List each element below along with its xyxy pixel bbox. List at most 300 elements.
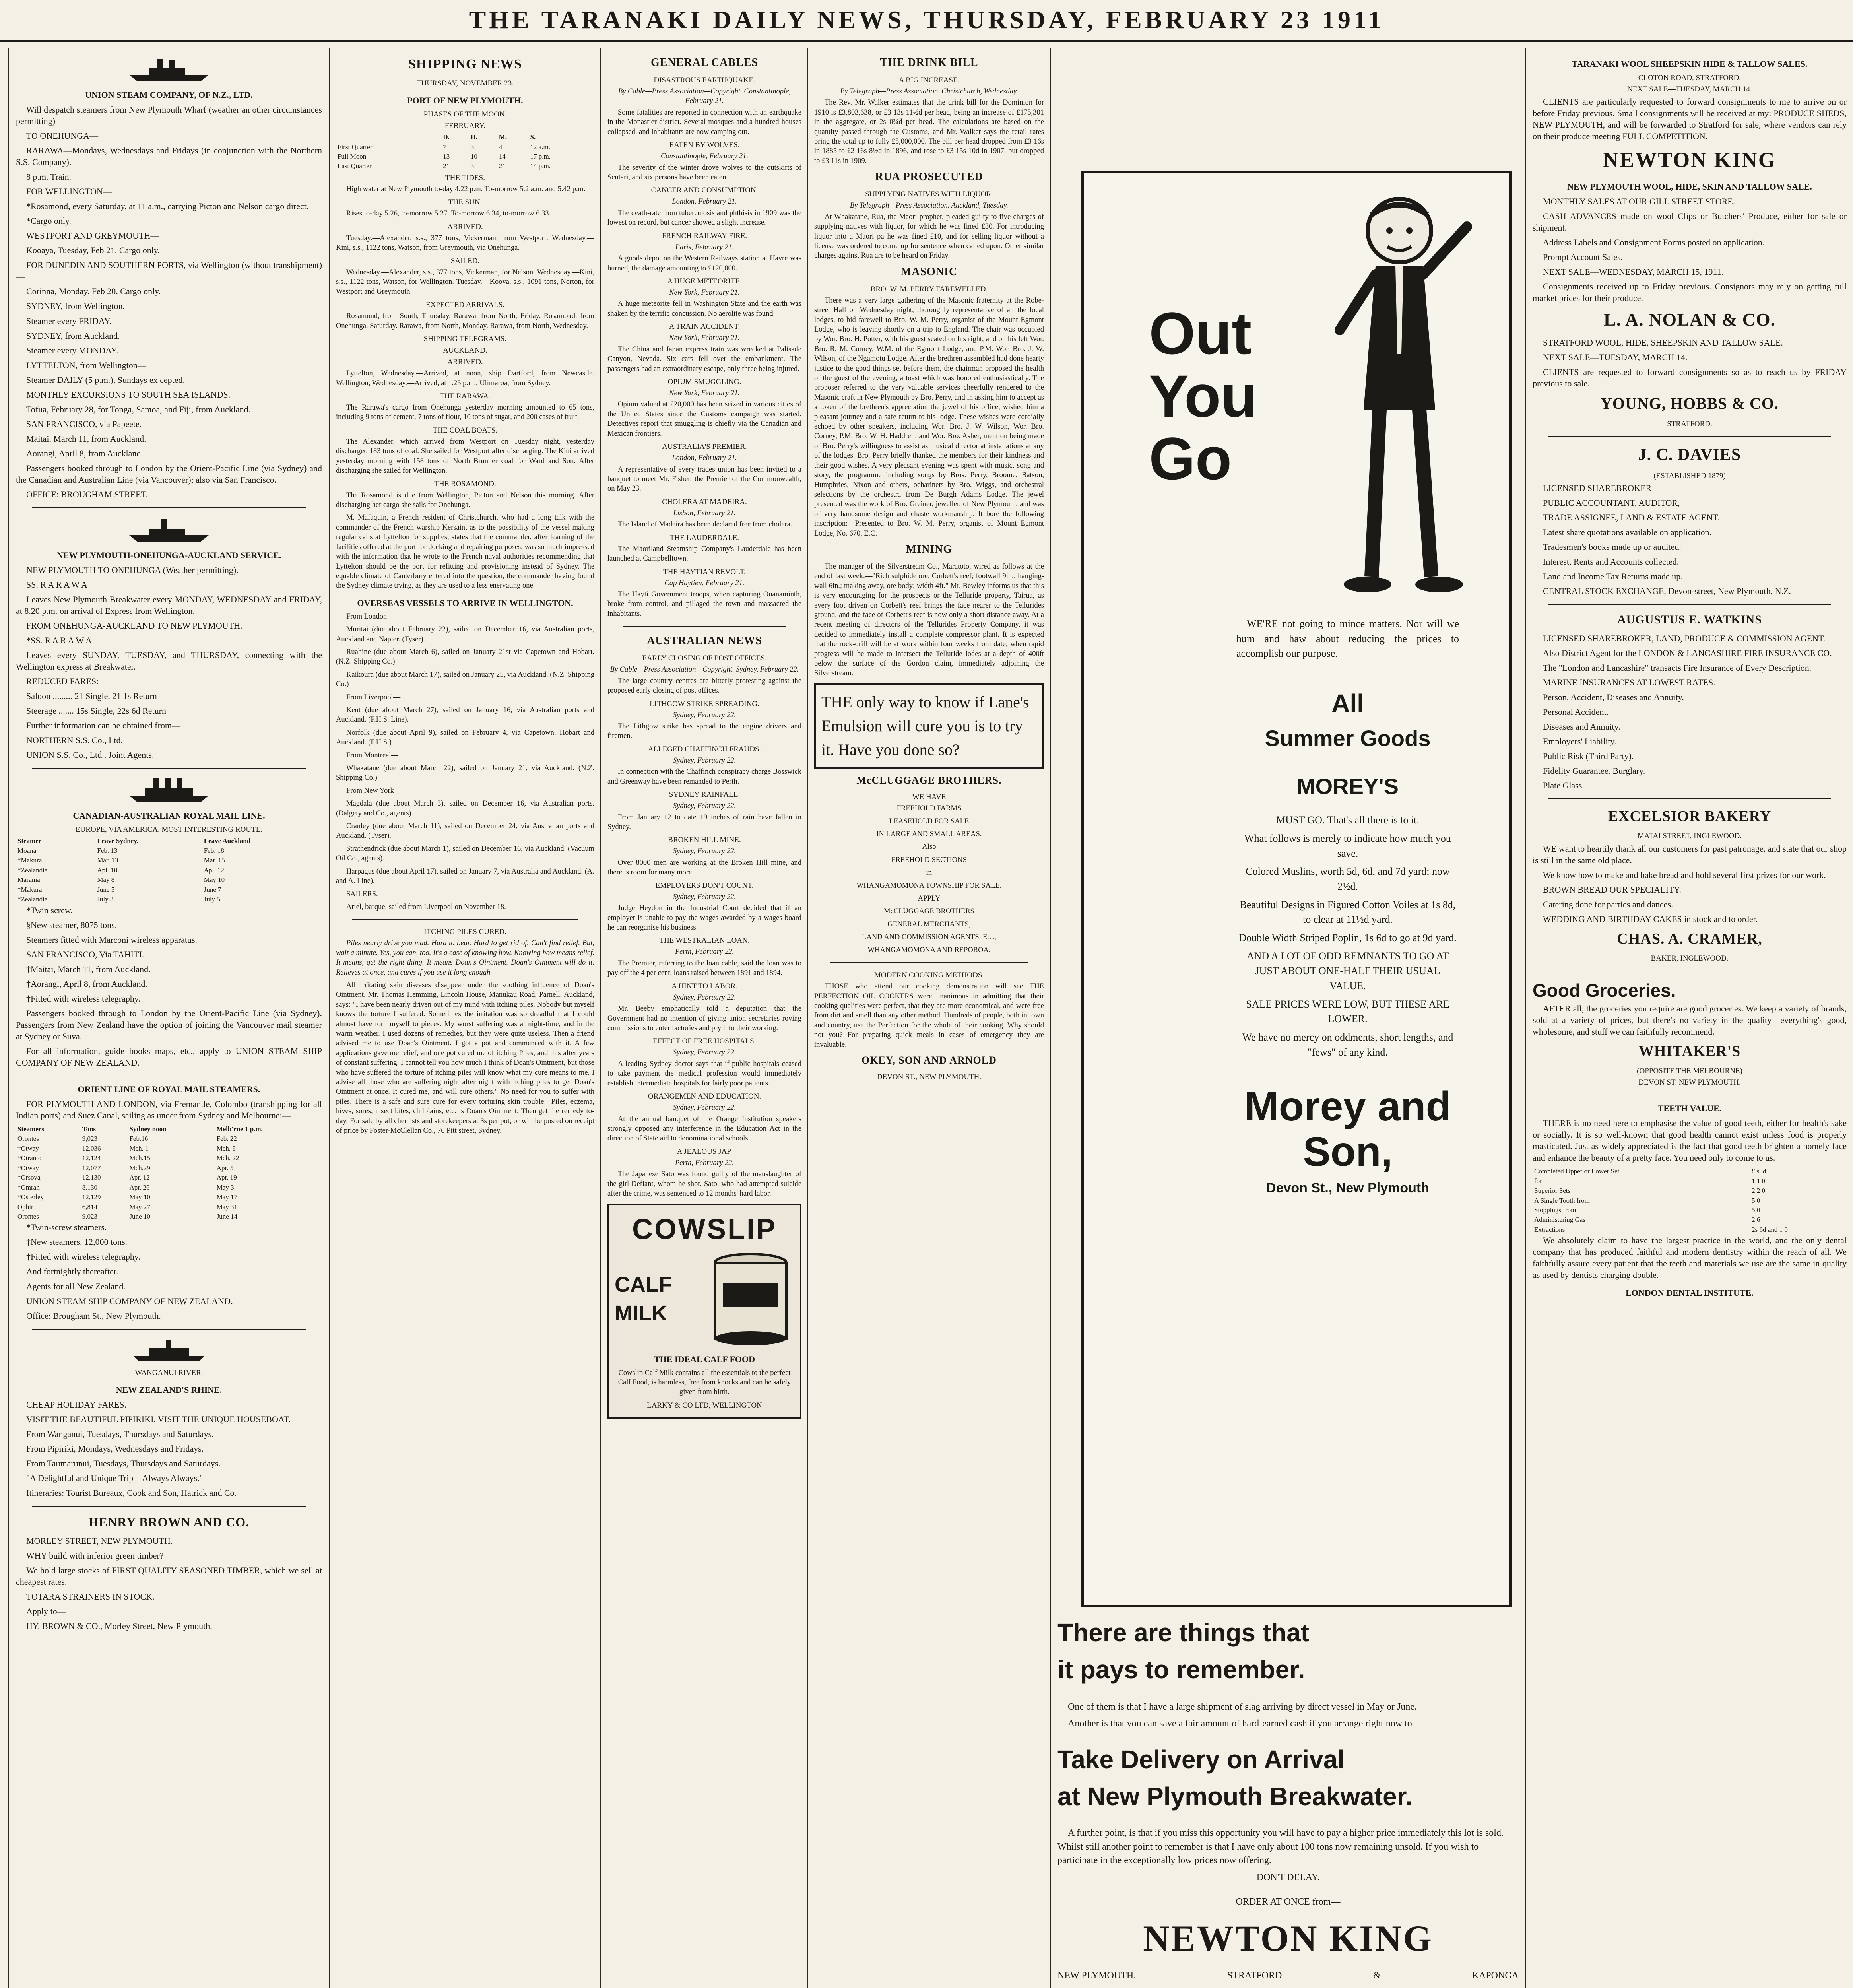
article-body: A representative of every trades union has been invited to a banquet to meet Mr. Fisher, the Premier of the Commonwealth, on May 23.	[607, 465, 801, 493]
mafaquin-text: M. Mafaquin, a French resident of Christchurch, who had a long talk with the commander of the French warship Kersaint as to the possibility of the vessel making regular calls at Lyttelton for supplies, states that the commander, after learning of the facilities offered at the port for docking and repairing purposes, was so much impressed with the information that he wrote to the French naval authorities recommending that Lyttelton should be the port for refitting and provisioning instead of Sydney. The equable climate of Canterbury entered into the question, the commander having found the Sydney climate trying, as they are used to a less enervating one.	[336, 514, 594, 590]
table-cell: 5 0	[1752, 1196, 1760, 1204]
headline-out: Out	[1149, 300, 1252, 367]
shipping-news-column	[336, 52, 594, 1988]
table-cell: †Otway	[17, 1144, 39, 1152]
cowslip-line2: CALF MILK	[615, 1273, 672, 1325]
telegrams-arrived: ARRIVED.	[447, 358, 483, 367]
list-item: Norfolk (due about April 9), sailed on February 4, via Capetown, Hobart and Auckland. (F.H.S.)	[336, 728, 594, 747]
table-row	[16, 895, 322, 904]
morey-must-go: MUST GO. That's all there is to it.	[1276, 814, 1419, 826]
article-dateline: Lisbon, February 21.	[673, 509, 736, 517]
cowslip-ideal: THE IDEAL CALF FOOD	[654, 1354, 755, 1364]
article-body: Judge Heydon in the Industrial Court decided that if an employer is unable to pay the wages awarded by a wages board he can reorganise his business.	[607, 904, 801, 932]
table-cell: June 14	[216, 1212, 238, 1220]
article-title: EARLY CLOSING OF POST OFFICES.	[642, 654, 767, 663]
table-cell: Mar. 13	[97, 856, 118, 864]
table-cell: 2s 6d and 1 0	[1752, 1225, 1788, 1233]
article-title: A JEALOUS JAP.	[677, 1147, 732, 1156]
list-item: LAND AND COMMISSION AGENTS, Etc.,	[862, 933, 996, 942]
list-item: *Twin screw.	[26, 905, 73, 915]
list-item: "A Delightful and Unique Trip—Always Always."	[26, 1473, 203, 1483]
table-cell: Mch. 1	[129, 1144, 149, 1152]
mining-body: The manager of the Silverstream Co., Maratoto, wired as follows at the end of last week:—"Rich sulphide ore, Corbett's reef; footwall 9in.; hanging-wall 6in.; making away, ore body; width 4ft." Mr. Bewley informs us that this is very encouraging for the prospects or the Telluride property, Tairua, as every foot driven on Corbett's reef brings the face nearer to the Tellurides ground, and the face of Corbett's reef is now only a short distance away. At a recent meeting of directors of the Tellurides Property Company, it was decided to immediately install a complete compressor plant. It is expected that the rock-drill will be at work within four weeks from date, when rapid progress will be made to intersect the Telluride lodes at a depth of 400ft below the surface of the Gordon claim, immediately adjoining the Silverstream.	[814, 562, 1044, 678]
shipping-adverts-column	[16, 52, 322, 1988]
list-item: Also District Agent for the LONDON & LANCASHIRE FIRE INSURANCE CO.	[1543, 648, 1832, 658]
town-name: &	[1373, 1971, 1381, 1981]
list-item: FOR WELLINGTON—	[26, 186, 112, 197]
excelsior-address: MATAI STREET, INGLEWOOD.	[1638, 832, 1742, 841]
table-cell: 12,036	[82, 1144, 101, 1152]
orient-line-title: ORIENT LINE OF ROYAL MAIL STEAMERS.	[78, 1084, 260, 1094]
list-item: Harpagus (due about April 17), sailed on January 7, via Australia and Auckland. (A. and A. Line).	[336, 867, 594, 885]
slag-order: ORDER AT ONCE from—	[1236, 1896, 1341, 1907]
list-item: McCLUGGAGE BROTHERS	[884, 907, 974, 916]
list-item: *SS. R A R A W A	[26, 635, 92, 646]
orient-line-notes	[16, 1221, 322, 1321]
table-row	[16, 1163, 322, 1173]
article-body: The Hayti Government troops, when capturing Ouanaminth, broke from control, and pillaged the town and massacred the inhabitants.	[607, 590, 801, 618]
headline-go: Go	[1149, 425, 1232, 492]
table-header: S.	[530, 133, 536, 141]
town-name: STRATFORD	[1227, 1971, 1282, 1981]
cooking-title: MODERN COOKING METHODS.	[874, 971, 984, 980]
divider	[830, 962, 1028, 963]
table-header: H.	[470, 133, 478, 141]
table-row	[1533, 1225, 1847, 1235]
nz-rhine-details	[16, 1399, 322, 1499]
table-cell: Stoppings from	[1534, 1206, 1576, 1214]
article-body: At the annual banquet of the Orange Institution speakers strongly opposed any interference in the Education Act in the direction of State aid to denominational schools.	[607, 1115, 801, 1143]
list-item: *Cargo only.	[26, 216, 72, 226]
table-header-row	[16, 1124, 322, 1134]
list-item: Employers' Liability.	[1543, 736, 1616, 747]
list-item: WESTPORT AND GREYMOUTH—	[26, 231, 159, 241]
article-dateline: Perth, February 22.	[675, 948, 734, 956]
list-item: NEXT SALE—TUESDAY, MARCH 14.	[1543, 352, 1688, 362]
list-item: Corinna, Monday. Feb 20. Cargo only.	[26, 286, 161, 297]
list-item: From Pipiriki, Mondays, Wednesdays and Fridays.	[26, 1443, 204, 1454]
table-cell: Orontes	[17, 1212, 39, 1220]
milk-tin-icon	[707, 1252, 794, 1347]
henry-brown-details	[16, 1535, 322, 1632]
table-cell: Moana	[17, 846, 37, 854]
newton-king-name: NEWTON KING	[1603, 148, 1776, 172]
list-item: Steamer every MONDAY.	[26, 345, 118, 355]
article-dateline: New York, February 21.	[669, 334, 740, 342]
steamer-icon	[125, 55, 213, 83]
table-row	[16, 1134, 322, 1143]
table-row	[1533, 1176, 1847, 1186]
overseas-list	[336, 612, 594, 912]
article-body: Some fatalities are reported in connection with an earthquake in the Monastier district. Several mosques and a hundred houses collapsed, and inhabitants are now camping out.	[607, 108, 801, 136]
rua-dateline: By Telegraph—Press Association. Auckland, Tuesday.	[850, 202, 1009, 210]
table-cell: May 8	[97, 876, 115, 884]
list-item: WHY build with inferior green timber?	[26, 1551, 164, 1561]
excelsior-name: EXCELSIOR BAKERY	[1608, 808, 1772, 825]
sailed-text: Wednesday.—Alexander, s.s., 377 tons, Vickerman, for Nelson. Wednesday.—Kini, s.s., 1122 tons, Watson, for Wellington. Tuesday.—Kooya, s.s., 1091 tons, Norton, for Westport and Greymouth.	[336, 268, 594, 296]
teeth-price-table	[1533, 1167, 1847, 1235]
article-body: A goods depot on the Western Railways station at Havre was burned, the damage amounting to £120,000.	[607, 254, 801, 272]
article-body: Opium valued at £20,000 has been seized in various cities of the United States since the Customs campaign was started. Detectives report that smuggling is chiefly via the Canadian and Mexican frontiers.	[607, 400, 801, 438]
table-row	[16, 1183, 322, 1192]
rarawa-text: The Rarawa's cargo from Onehunga yesterday morning amounted to 65 tons, including 9 tons of cement, 7 tons of flour, 10 tons of sugar, and 200 cases of fruit.	[336, 404, 594, 421]
article-body: The China and Japan express train was wrecked at Palisade Canyon, Nevada. Six cars fell over the embankment. The passengers had an extraordinary escape, only three being injured.	[607, 345, 801, 373]
list-item: Kooaya, Tuesday, Feb 21. Cargo only.	[26, 245, 160, 256]
list-item: Ruahine (due about March 6), sailed on January 21st via Capetown and Hobart. (N.Z. Shipping Co.)	[336, 648, 594, 666]
table-cell: Apr. 26	[129, 1183, 150, 1191]
table-cell: May 3	[216, 1183, 234, 1191]
table-cell: *Otranto	[17, 1154, 42, 1162]
list-item: UNION S.S. Co., Ltd., Joint Agents.	[26, 750, 154, 760]
list-item: Interest, Rents and Accounts collected.	[1543, 557, 1679, 567]
list-item: Address Labels and Consignment Forms posted on application.	[1543, 237, 1765, 247]
teeth-title: TEETH VALUE.	[1657, 1103, 1722, 1114]
article-title: DISASTROUS EARTHQUAKE.	[654, 76, 755, 84]
table-cell: *Osterley	[17, 1193, 44, 1201]
town-name: NEW PLYMOUTH.	[1057, 1971, 1136, 1981]
column-rule	[8, 48, 9, 1988]
list-item: STRATFORD WOOL, HIDE, SHEEPSKIN AND TALLOW SALE.	[1543, 337, 1783, 348]
slag-take-1: Take Delivery on Arrival	[1057, 1745, 1345, 1774]
cramer-name: CHAS. A. CRAMER,	[1617, 930, 1762, 947]
list-item: LICENSED SHAREBROKER, LAND, PRODUCE & COMMISSION AGENT.	[1543, 633, 1826, 643]
article-body: A huge meteorite fell in Washington State and the earth was shaken by the terrific concussion. No aerolite was found.	[607, 300, 801, 318]
article-title: EFFECT OF FREE HOSPITALS.	[653, 1037, 756, 1046]
table-cell: July 3	[97, 895, 114, 903]
table-row	[1533, 1167, 1847, 1176]
table-cell: May 17	[216, 1193, 238, 1201]
list-item: FREEHOLD SECTIONS	[891, 856, 967, 864]
list-item: From Liverpool—	[346, 693, 401, 701]
table-cell: 12 a.m.	[530, 143, 550, 151]
list-item: From London—	[346, 612, 394, 621]
divider	[1548, 436, 1831, 437]
list-item: *Rosamond, every Saturday, at 11 a.m., carrying Picton and Nelson cargo direct.	[26, 201, 309, 212]
list-item: We hold large stocks of FIRST QUALITY SEASONED TIMBER, which we sell at cheapest rates.	[16, 1565, 322, 1587]
telegrams-text: Lyttelton, Wednesday.—Arrived, at noon, ship Dartford, from Newcastle. Wellington, Wednesday.—Arrived, at 1.25 p.m., Ulimaroa, from Sydney.	[336, 369, 594, 387]
list-item: Person, Accident, Diseases and Annuity.	[1543, 692, 1684, 703]
list-item: NORTHERN S.S. Co., Ltd.	[26, 735, 123, 746]
list-item: FREEHOLD FARMS	[896, 804, 962, 813]
article-dateline: New York, February 21.	[669, 289, 740, 297]
article-dateline: New York, February 21.	[669, 389, 740, 398]
table-row	[16, 875, 322, 885]
masonic-body: There was a very large gathering of the Masonic fraternity at the Robe-street Hall on Wednesday night, thoroughly representative of all the local lodges, to bid farewell to Bro. W. M. Perry, organist of the Mount Egmont Lodge, who is leaving shortly on a trip to England. The chair was occupied by Wor. Bro. H. Potter, with his guest seated on his right, and on his left Wor. Bro. R. M. Corney, W.M. of the Egmont Lodge, and P.M. Wor. Bro. J. W. Wilson, of the Ngamotu Lodge. After the brethren assembled had done hearty justice to the good things set before them, the chairman proposed the health of the guest of the evening, a toast which was honored enthusiastically. The proposer referred to the very valuable services cheerfully rendered to the Masonic craft in New Plymouth by Bro. Perry, and in asking him to accept as a token of the brethren's appreciation the jewel of his office, wished him a pleasant journey and a safe return to his lodge. These wishes were cordially echoed by other speakers, including Wor. Bro. J. W. Wilson, Wor. Bro. Corney, P.M. Bro. W. H. Haddrell, and Wor. Bro. Asher, mention being made of Bro. Perry's willingness to assist as musical director at installations at any of the lodges. Bro. Perry briefly thanked the members for their kindness and their good wishes. A very pleasant evening was spent with music, song and story, the programme including songs by Bros. Perry, Broome, Batson, Humphries, Nixon and others, ocharinets by Bro. Wiggs, and orchestral selections by the orchestra from De Burgh Adams Lodge. The jewel presented was the work of Bro. Greiner, jeweller, of New Plymouth, and was of very handsome design and chaste workmanship. It bore the following inscription:—Presented to Bro. W. M. Perry, organist of Mount Egmont Lodge, No. 670, E.C.	[814, 296, 1044, 538]
table-cell: 2 6	[1752, 1216, 1760, 1224]
canadian-line-subtitle: EUROPE, VIA AMERICA. MOST INTERESTING ROUTE.	[75, 825, 263, 834]
list-item: What follows is merely to indicate how much you save.	[1244, 832, 1451, 859]
article-body: The Island of Madeira has been declared free from cholera.	[618, 520, 792, 529]
table-row	[1533, 1186, 1847, 1196]
table-row	[1533, 1196, 1847, 1206]
list-item: Also	[922, 843, 936, 851]
newton-king-slag-advert	[1057, 1614, 1519, 1988]
list-item: WHANGAMOMONA TOWNSHIP FOR SALE.	[856, 881, 1002, 890]
list-item: CLIENTS are requested to forward consignments so as to reach us by FRIDAY previous to sale.	[1533, 367, 1847, 388]
article-dateline: Paris, February 21.	[675, 243, 734, 251]
list-item: Agents for all New Zealand.	[26, 1281, 126, 1291]
table-cell: Last Quarter	[338, 162, 372, 170]
section-header-shipping-news: SHIPPING NEWS	[408, 57, 522, 72]
list-item: Ariel, barque, sailed from Liverpool on November 18.	[346, 903, 506, 911]
young-place: STRATFORD.	[1667, 419, 1712, 428]
list-item: Colored Muslins, worth 5d, 6d, and 7d yard; now 2½d.	[1246, 866, 1450, 892]
table-header: Steamer	[17, 837, 42, 845]
article-title: A TRAIN ACCIDENT.	[669, 322, 740, 331]
divider	[32, 1329, 306, 1330]
divider	[32, 1506, 306, 1507]
list-item: LICENSED SHAREBROKER	[1543, 483, 1652, 493]
list-item: Personal Accident.	[1543, 707, 1609, 717]
list-item: IN LARGE AND SMALL AREAS.	[876, 830, 982, 838]
table-cell: 8,130	[82, 1183, 97, 1191]
article-dateline: Sydney, February 22.	[673, 802, 736, 810]
list-item: Tofua, February 28, for Tonga, Samoa, and Fiji, from Auckland.	[26, 404, 251, 414]
article-dateline: Constantinople, February 21.	[661, 152, 748, 161]
table-header: Steamers	[17, 1125, 45, 1133]
list-item: SYDNEY, from Auckland.	[26, 330, 120, 341]
list-item: Magdala (due about March 3), sailed on December 16, via Australian ports. (Dalgety and Co., agents).	[336, 800, 594, 817]
article-title: THE HAYTIAN REVOLT.	[663, 567, 746, 576]
table-row	[16, 1202, 322, 1212]
list-item: Land and Income Tax Returns made up.	[1543, 571, 1683, 582]
table-cell: First Quarter	[338, 143, 373, 151]
section-header-mining: MINING	[906, 543, 953, 555]
table-cell: Ophir	[17, 1203, 33, 1211]
list-item: Plate Glass.	[1543, 780, 1584, 791]
list-item: Maitai, March 11, from Auckland.	[26, 433, 146, 444]
wool-next-sale: NEXT SALE—TUESDAY, MARCH 14.	[1627, 85, 1752, 94]
divider	[32, 768, 306, 769]
whitaker-address: DEVON ST. NEW PLYMOUTH.	[1638, 1078, 1741, 1087]
list-item: †Fitted with wireless telegraphy.	[26, 993, 140, 1004]
article-dateline: London, February 21.	[672, 454, 737, 462]
list-item: GENERAL MERCHANTS,	[887, 920, 971, 928]
table-header: Tons	[82, 1125, 96, 1133]
table-cell: May 10	[129, 1193, 150, 1201]
table-header-row	[336, 132, 594, 142]
list-item: NEXT SALE—WEDNESDAY, MARCH 15, 1911.	[1543, 266, 1724, 277]
morey-firm: Morey and Son,	[1244, 1083, 1451, 1175]
article-dateline: Sydney, February 22.	[673, 1104, 736, 1112]
table-row	[1533, 1215, 1847, 1225]
slag-firm: NEWTON KING	[1143, 1918, 1433, 1959]
list-item: LEASEHOLD FOR SALE	[889, 817, 969, 825]
column-rule	[1525, 48, 1526, 1988]
list-item: †Aorangi, April 8, from Auckland.	[26, 978, 147, 989]
list-item: Will despatch steamers from New Plymouth Wharf (weather an other circumstances permitting)—	[16, 105, 322, 126]
table-cell: 1 1 0	[1752, 1177, 1766, 1185]
table-row	[16, 1144, 322, 1153]
list-item: Kaikoura (due about March 17), sailed on January 25, via Auckland. (N.Z. Shipping Co.)	[336, 670, 594, 689]
table-cell: Feb. 18	[204, 846, 224, 854]
table-cell: Orontes	[17, 1135, 39, 1143]
article-dateline: Sydney, February 22.	[673, 847, 736, 856]
article-dateline: London, February 21.	[672, 198, 737, 206]
slag-headline-2: it pays to remember.	[1057, 1655, 1305, 1684]
article-body: The Maoriland Steamship Company's Lauderdale has been launched at Campbelltown.	[607, 545, 801, 563]
coal-text: The Alexander, which arrived from Westport on Tuesday night, yesterday discharged 183 tons of coal. She sailed for Westport after discharging. The Kini arrived yesterday morning with 158 tons of North Brunner coal for Ward and Son. After discharging she sailed for Wellington.	[336, 437, 594, 475]
divider	[32, 507, 306, 508]
teeth-body: THERE is no need here to emphasise the value of good teeth, either for health's sake or socially. It is so well-known that good health cannot exist unless food is properly masticated. Just as widely appreciated is the fact that good teeth brighten a homely face and enhance the beauty of a pretty face. You need only to come to us.	[1533, 1118, 1847, 1163]
headline-you: You	[1149, 362, 1257, 429]
commercial-adverts-column	[1533, 52, 1847, 1988]
table-cell: 12,129	[82, 1193, 101, 1201]
divider	[623, 626, 786, 627]
article-dateline: Perth, February 22.	[675, 1159, 734, 1167]
watkins-name: AUGUSTUS E. WATKINS	[1617, 613, 1762, 627]
piles-body: All irritating skin diseases disappear under the soothing influence of Doan's Ointment. Mr. Thomas Hemming, Lincoln House, Manukau Road, Parnell, Auckland, says: "I have been nearly driven out of my mind with itching piles. Nobody but myself knows the torture I suffered. Sometimes the irritation was so dreadful that I could almost have torn myself to pieces. My worst suffering was at night-time, and in the warm weather. I used dozens of remedies, but they were quite useless. Then a friend advised me to use Doan's Ointment. I got a pot and commenced with it. A few applications gave me relief, and one pot cured me of itching Piles, and this after years of constant suffering. I cannot tell you how much I think of Doan's Ointment, but those who have suffered the torture of itching piles will know what my cure means to me. I advise all those who are suffering night after night with itching piles to get Doan's Ointment at once. It cured me, and will cure others." No need for you to suffer with piles. There is a safe and sure cure for every torturing skin trouble—Piles, eczema, hives, sores, insect bites, chilblains, etc. is Doan's Ointment. Then get the remedy to-day. For sale by all chemists and storekeepers at 3s per pot, or will be posted on receipt of price by Foster-McClellan Co., 76 Pitt street, Sydney.	[336, 981, 594, 1135]
table-cell: for	[1534, 1177, 1542, 1185]
list-item: §New steamer, 8075 tons.	[26, 920, 117, 930]
table-cell: 21	[443, 162, 450, 170]
cowslip-text: Cowslip Calf Milk contains all the essentials to the perfect Calf Food, is harmless, free from knocks and can be safely given from birth.	[618, 1369, 791, 1396]
morey-summer: Summer Goods	[1265, 725, 1431, 751]
river-steamer-icon	[125, 1337, 213, 1365]
article-title: CANCER AND CONSUMPTION.	[651, 186, 758, 195]
list-item: We have no mercy on oddments, short lengths, and "fews" of any kind.	[1242, 1031, 1453, 1058]
tides-text: High water at New Plymouth to-day 4.22 p.m. To-morrow 5.2 a.m. and 5.42 p.m.	[346, 185, 586, 193]
list-item: Saloon ......... 21 Single, 21 1s Return	[26, 691, 157, 701]
list-item: SAN FRANCISCO, via Papeete.	[26, 419, 142, 429]
table-cell: 10	[470, 153, 477, 161]
cowslip-brand: COWSLIP	[632, 1213, 777, 1245]
gentleman-figure-illustration	[1324, 187, 1475, 600]
table-cell: *Omrah	[17, 1183, 40, 1191]
article-title: A HUGE METEORITE.	[667, 277, 742, 285]
table-row	[16, 866, 322, 875]
rosamond-text: The Rosamond is due from Wellington, Picton and Nelson this morning. After discharging her cargo she sails for Onehunga.	[336, 491, 594, 509]
list-item: MARINE INSURANCES AT LOWEST RATES.	[1543, 678, 1715, 688]
list-item: SAN FRANCISCO, Via TAHITI.	[26, 949, 144, 959]
wool-body: CLIENTS are particularly requested to forward consignments to me to arrive on or before Friday previous. Small consignments will be received at my: PRODUCE SHEDS, NEW PLYMOUTH, and will be forwarded to Stratford for sale, where vendors can rely on their produce meeting FULL COMPETITION.	[1533, 97, 1847, 142]
rua-title: SUPPLYING NATIVES WITH LIQUOR.	[865, 190, 993, 199]
sun-title: THE SUN.	[448, 198, 482, 207]
slag-headline-1: There are things that	[1057, 1618, 1309, 1647]
table-cell: £ s. d.	[1752, 1167, 1768, 1175]
wool-place: CLOTON ROAD, STRATFORD.	[1638, 74, 1741, 82]
article-body: From January 12 to date 19 inches of rain have fallen in Sydney.	[607, 813, 801, 831]
table-cell: 14	[499, 153, 506, 161]
table-header-row	[16, 836, 322, 846]
list-item: MORLEY STREET, NEW PLYMOUTH.	[26, 1536, 173, 1546]
drink-bill-column	[814, 52, 1044, 1988]
slag-body-3: A further point, is that if you miss this opportunity you will have to pay a higher price immediately this lot is sold. Whilst still another point to remember is that I have only about 100 tons now remaining unsold. If you wish to participate in the exceptionally low prices now offering.	[1057, 1827, 1504, 1866]
okey-address: DEVON ST., NEW PLYMOUTH.	[877, 1073, 982, 1081]
article-body: Over 8000 men are working at the Broken Hill mine, and there is room for many more.	[607, 858, 801, 877]
slag-towns	[1057, 1969, 1519, 1983]
table-cell: June 10	[129, 1212, 150, 1220]
rua-body: At Whakatane, Rua, the Maori prophet, pleaded guilty to five charges of supplying natives with liquor, for which he was fined £30. For introducing liquor into a Maori pa he was fined £10, and for selling liquor without a license was ordered to come up for sentence when called upon. Other similar charges against Rua are to be heard on Friday.	[814, 213, 1044, 260]
list-item: Itineraries: Tourist Bureaux, Cook and Son, Hatrick and Co.	[26, 1487, 237, 1498]
sailed-title: SAILED.	[450, 256, 480, 265]
table-cell: 9,023	[82, 1135, 97, 1143]
list-item: OFFICE: BROUGHAM STREET.	[26, 489, 148, 499]
article-title: BROKEN HILL MINE.	[668, 836, 741, 845]
article-body: The Premier, referring to the loan cable, said the loan was to pay off the 4 per cent. loans raised between 1891 and 1894.	[607, 959, 801, 977]
table-row	[336, 142, 594, 152]
list-item: Catering done for parties and dances.	[1543, 899, 1673, 909]
table-cell: Mch.29	[129, 1164, 150, 1172]
column-rule	[329, 48, 330, 1988]
okey-title: OKEY, SON AND ARNOLD	[861, 1054, 997, 1066]
list-item: UNION STEAM SHIP COMPANY OF NEW ZEALAND.	[26, 1296, 233, 1306]
article-title: EMPLOYERS DON'T COUNT.	[655, 881, 754, 890]
list-item: Muritai (due about February 22), sailed on December 16, via Australian ports, Auckland and Napier. (Tyser).	[336, 625, 594, 643]
table-cell: Administering Gas	[1534, 1216, 1585, 1224]
table-header: M.	[499, 133, 507, 141]
piles-verse: Piles nearly drive you mad. Hard to bear. Hard to get rid of. Can't find relief. But, wait a minute. Yes, you can, too. It's a case of knowing how. Knowing how means relief. It means, get the right thing. It means Doan's Ointment. Doan's Ointment will do it. Relieves at once, and cures if you use it long enough.	[336, 939, 594, 977]
lanes-text: THE only way to know if Lane's Emulsion will cure you is to try it. Have you done so?	[821, 693, 1029, 759]
list-item: Passengers booked through to London by the Orient-Pacific Line (via Sydney) and the Canadian and Australian Line (via Vancouver); also via San Francisco.	[16, 463, 322, 485]
np-onehunga-title: NEW PLYMOUTH-ONEHUNGA-AUCKLAND SERVICE.	[56, 550, 281, 560]
list-item: For all information, guide books maps, etc., apply to UNION STEAM SHIP COMPANY OF NEW ZEALAND.	[16, 1046, 322, 1068]
morey-all: All	[1331, 689, 1364, 718]
article-title: ALLEGED CHAFFINCH FRAUDS.	[648, 745, 761, 753]
table-cell: 6,814	[82, 1203, 97, 1211]
list-item: TO ONEHUNGA—	[26, 131, 99, 141]
table-cell: Apr. 19	[216, 1174, 237, 1182]
table-cell: 3	[470, 143, 474, 151]
list-item: From Taumarunui, Tuesdays, Thursdays and Saturdays.	[26, 1458, 221, 1468]
article-dateline: By Cable—Press Association—Copyright. Sydney, February 22.	[610, 666, 799, 674]
australian-items	[607, 653, 801, 1198]
list-item: TRADE ASSIGNEE, LAND & ESTATE AGENT.	[1543, 513, 1720, 523]
table-row	[336, 161, 594, 171]
list-item: CENTRAL STOCK EXCHANGE, Devon-street, New Plymouth, N.Z.	[1543, 586, 1791, 596]
table-row	[336, 152, 594, 161]
davies-details	[1533, 482, 1847, 597]
cooking-body: THOSE who attend our cooking demonstration will see THE PERFECTION OIL COOKERS were unanimous in admitting that their cooking qualities were perfect, that they are more economical, and were free from dirt and smell than any other method. Hundreds of people, both in town and country, use the Perfection for the whole of their cooking. Why should not you? For preparing quick meals in cases of emergency they are invaluable.	[814, 982, 1044, 1049]
divider	[1548, 604, 1831, 605]
masthead	[0, 0, 1853, 42]
list-item: Steamer every FRIDAY.	[26, 316, 112, 326]
steamer-icon	[125, 776, 213, 804]
slag-dont-delay: DON'T DELAY.	[1256, 1872, 1320, 1883]
list-item: RARAWA—Mondays, Wednesdays and Fridays (in conjunction with the Northern S.S. Company).	[16, 146, 322, 167]
table-cell: *Otway	[17, 1164, 39, 1172]
nz-rhine-title: NEW ZEALAND'S RHINE.	[116, 1384, 222, 1395]
table-cell: 9,023	[82, 1212, 97, 1220]
divider	[1548, 798, 1831, 799]
sun-text: Rises to-day 5.26, to-morrow 5.27. To-morrow 6.34, to-morrow 6.33.	[346, 210, 551, 218]
list-item: *Twin-screw steamers.	[26, 1222, 107, 1233]
moon-phase-table	[336, 132, 594, 171]
table-cell: A Single Tooth from	[1534, 1196, 1590, 1204]
list-item: From Wanganui, Tuesdays, Thursdays and Saturdays.	[26, 1429, 214, 1439]
drink-title: A BIG INCREASE.	[898, 76, 960, 84]
list-item: Steamers fitted with Marconi wireless apparatus.	[26, 934, 198, 945]
list-item: Further information can be obtained from—	[26, 720, 180, 731]
watkins-details	[1533, 633, 1847, 791]
np-wool-title: NEW PLYMOUTH WOOL, HIDE, SKIN AND TALLOW SALE.	[1567, 181, 1812, 192]
union-company-title: UNION STEAM COMPANY, OF N.Z., LTD.	[85, 90, 253, 100]
list-item: CHEAP HOLIDAY FARES.	[26, 1399, 127, 1409]
piles-title: ITCHING PILES CURED.	[424, 928, 506, 936]
article-title: A HINT TO LABOR.	[671, 982, 737, 990]
table-cell: 12,130	[82, 1174, 101, 1182]
article-body: The Japanese Sato was found guilty of the manslaughter of the girl Defiant, whom he shot. Sato, who had attempted suicide after the crime, was sentenced to 12 months' hard labor.	[607, 1170, 801, 1198]
table-cell: Extractions	[1534, 1225, 1565, 1233]
list-item: PUBLIC ACCOUNTANT, AUDITOR,	[1543, 498, 1680, 508]
article-dateline: Sydney, February 22.	[673, 993, 736, 1002]
table-cell: June 5	[97, 885, 115, 893]
list-item: Whakatane (due about March 22), sailed on January 21, via Auckland. (N.Z. Shipping Co.)	[336, 764, 594, 782]
table-row	[16, 1192, 322, 1202]
article-title: CHOLERA AT MADEIRA.	[662, 497, 747, 506]
section-header-masonic: MASONIC	[900, 265, 958, 278]
wool-sales-title: TARANAKI WOOL SHEEPSKIN HIDE & TALLOW SALES.	[1572, 59, 1808, 69]
